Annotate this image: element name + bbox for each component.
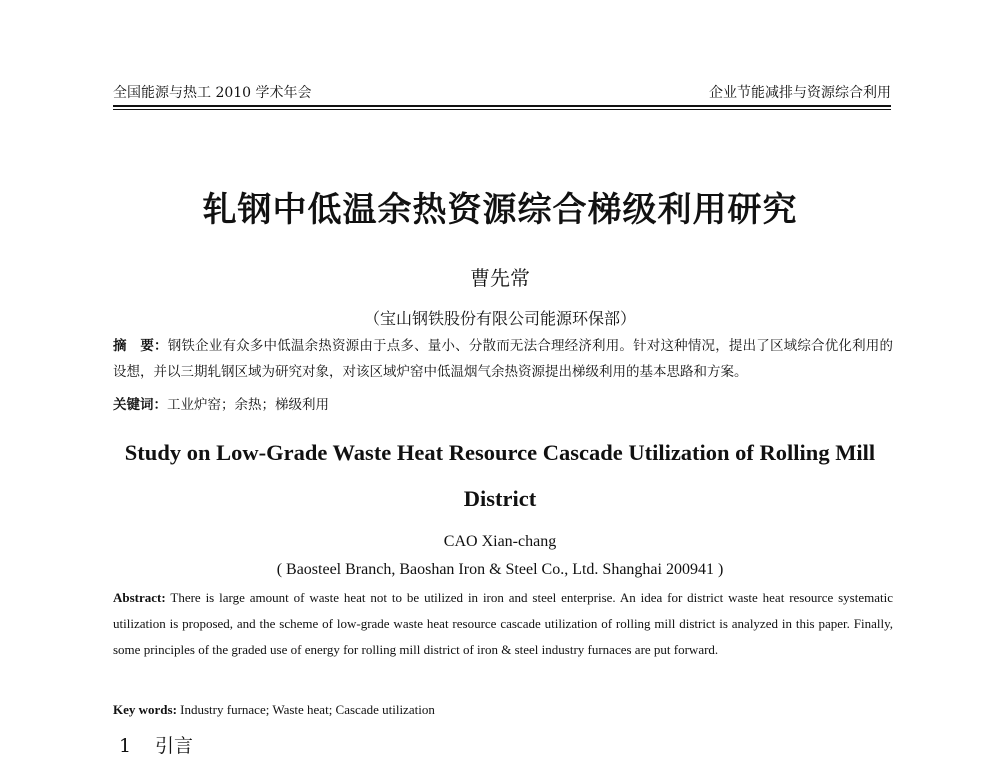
abstract-en-text: There is large amount of waste heat not to be utilized in iron and steel enterprise. An idea for district waste heat resource systematic utilization is proposed, and the scheme of low-grade waste heat resource cascade utilization of rolling mill district is analyzed in this paper. Finally, some principles of the graded use of energy for rolling mill district of iron & steel industry furnaces are put forward. [113,590,893,657]
author-cn: 曹先常 [470,266,530,290]
paper-title-cn: 轧钢中低温余热资源综合梯级利用研究 [202,190,798,230]
keywords-cn-text: 工业炉窑；余热；梯级利用 [167,397,329,413]
keywords-cn [113,393,893,417]
running-header [113,84,891,107]
keywords-en [113,699,893,721]
abstract-en-label: Abstract: [113,590,166,605]
header-section: 企业节能减排与资源综合利用 [709,85,891,101]
section-number: 1 [119,735,132,757]
affiliation-cn: （宝山钢铁股份有限公司能源环保部） [363,309,636,328]
affiliation-en: ( Baosteel Branch, Baoshan Iron & Steel Co., Ltd. Shanghai 200941 ) [276,561,724,578]
section-heading-introduction [119,733,193,759]
abstract-cn-label: 摘 要： [113,338,168,354]
keywords-cn-label: 关键词： [113,397,167,413]
keywords-en-label: Key words: [113,702,177,717]
abstract-cn [113,333,893,385]
section-title: 引言 [155,735,194,757]
author-en: CAO Xian-chang [443,533,557,550]
keywords-en-text: Industry furnace; Waste heat; Cascade utilization [180,702,435,717]
header-conference: 全国能源与热工 2010 学术年会 [113,85,312,101]
abstract-cn-text: 钢铁企业有众多中低温余热资源由于点多、量小、分散而无法合理经济利用。针对这种情况，提出了区域综合优化利用的设想，并以三期轧钢区域为研究对象，对该区域炉窑中低温烟气余热资源提出梯级利用的基本思路和方案。 [113,338,893,380]
abstract-en [113,585,893,663]
paper-title-en: Study on Low-Grade Waste Heat Resource Cascade Utilization of Rolling Mill District [124,440,876,511]
